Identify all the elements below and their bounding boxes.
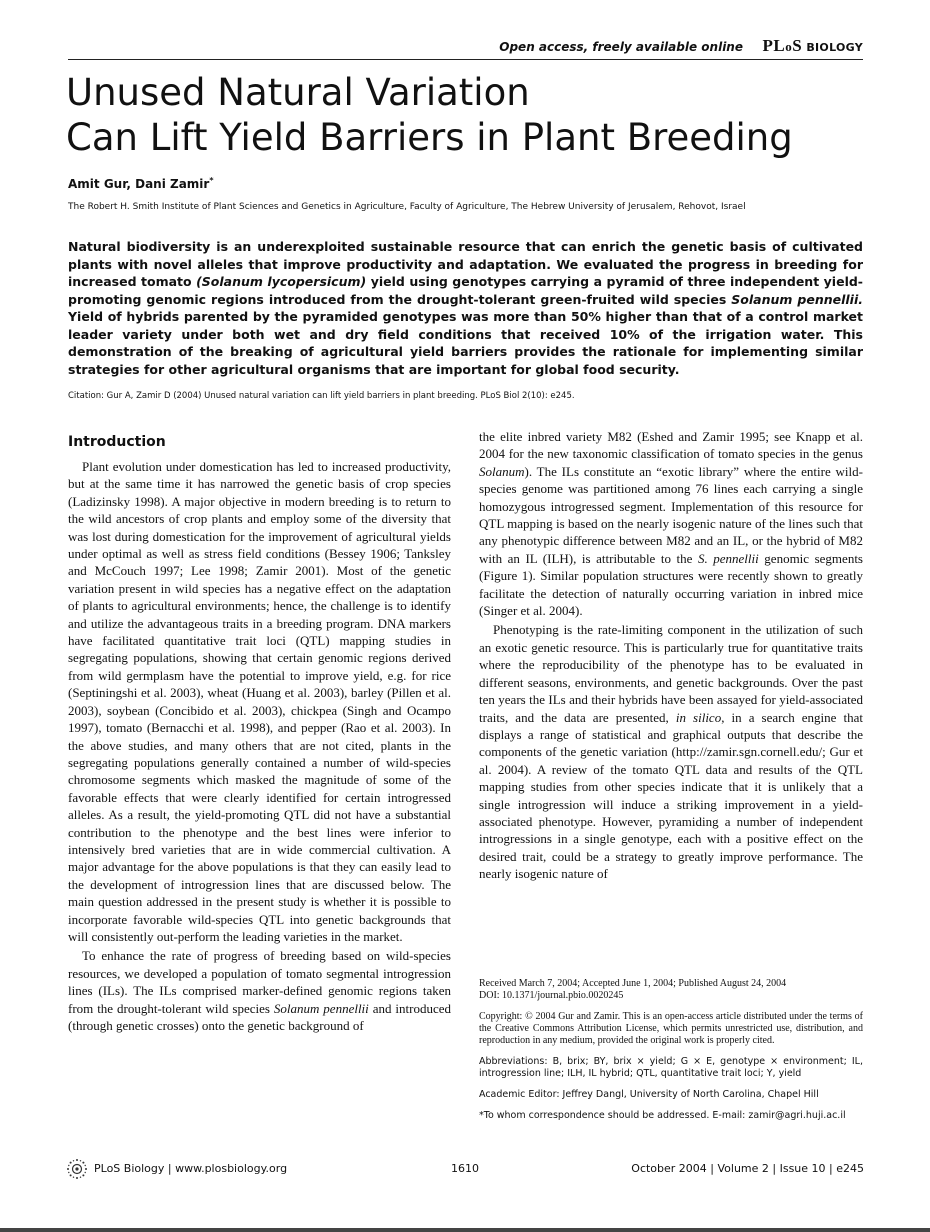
intro-paragraph-3	[479, 621, 863, 882]
plos-logo-icon	[66, 1158, 88, 1180]
academic-editor: Academic Editor: Jeffrey Dangl, University of North Carolina, Chapel Hill	[479, 1089, 819, 1100]
copyright-notice: Copyright: © 2004 Gur and Zamir. This is an open-access article distributed under the terms of the Creative Commons Attribution License, which permits unrestricted use, distribution, and reproduction in any medium, provided the original work is properly cited.	[479, 1011, 863, 1046]
abstract-text-2: yield using genotypes carrying a pyramid of three independent yield-promoting genomic regions introduced from the drought-tolerant green-fruited wild species	[68, 274, 863, 307]
doi: DOI: 10.1371/journal.pbio.0020245	[479, 990, 624, 1001]
right-p1-text-c: genomic segments (Figure 1). Similar population structures were recently shown to greatly facilitate the detection of naturally occurring variation in inbred mice (Singer et al. 2004).	[479, 550, 863, 619]
article-notes	[479, 978, 863, 1131]
logo-o: o	[785, 39, 793, 54]
footer-journal-url: PLoS Biology | www.plosbiology.org	[94, 1162, 288, 1175]
intro-paragraph-1: Plant evolution under domestication has led to increased productivity, but at the same time it has narrowed the genetic basis of crop species (Ladizinsky 1998). A major objective in modern breeding is to return to the wild ancestors of crop plants and employ some of the diversity that was lost during domestication for the improvement of agricultural yields under optimal as well as stress field conditions (Bessey 1906; Tanksley and McCouch 1997; Lee 1998; Zamir 2001). Most of the genetic variation present in wild species has a negative effect on the adaptation of plants to agricultural environments; hence, the challenge is to identify and utilize the advantageous traits in a breeding program. DNA markers have facilitated quantitative trait loci (QTL) mapping studies in segregating populations, showing that certain genomic regions derived from wild germplasm have the potential to improve yield, e.g. for rice (Septiningshi et al. 2003), wheat (Huang et al. 2003), barley (Pillen et al. 2003), soybean (Concibido et al. 2003), chickpea (Singh and Ocampo 1997), tomato (Bernacchi et al. 1998), and pepper (Rao et al. 2003). In the above studies, and many others that are not cited, plants in the segregating populations generally contained a number of wild-species chromosome segments which masked the magnitude of some of the favorable effects that were clearly identified for certain introgressed alleles. As a result, the yield-promoting QTL did not have a substantial contribution to the phenotype and the best lines were inferior to intensively bred varieties that are in wide commercial cultivation. A major advantage for the above populations is that they can easily lead to the development of introgression lines that are discussed below. The main question addressed in the present study is whether it is possible to incorporate favorable wild-species QTL into genetic backgrounds that will consistently out-perform the leading varieties in the market.	[68, 459, 451, 944]
publication-dates	[479, 978, 863, 1002]
journal-logo	[763, 36, 863, 56]
affiliation: The Robert H. Smith Institute of Plant Sciences and Genetics in Agriculture, Faculty of Agriculture, The Hebrew University of Jerusalem, Rehovot, Israel	[68, 202, 746, 212]
logo-biology: BIOLOGY	[802, 41, 863, 54]
logo-pl: PL	[762, 36, 786, 55]
right-p1-text-b: ). The ILs constitute an “exotic library” where the entire wild-species genome was partitioned among 76 lines each carrying a single homozygous introgressed segment. Implementation of this resource for QTL mapping is based on the nearly isogenic nature of the lines such that any phenotypic difference between M82 and an IL, or the hybrid of M82 with an IL (ILH), is attributable to the	[479, 463, 863, 566]
issue-info: October 2004 | Volume 2 | Issue 10 | e245	[631, 1162, 864, 1175]
right-p2-italic: in silico	[675, 709, 722, 725]
title-line-1: Unused Natural Variation	[66, 71, 530, 114]
right-p2-text-b: , in a search engine that displays a range of statistical and graphical outputs that describe the components of the genetic variation (http://zamir.sgn.cornell.edu/; Gur et al. 2004). A review of the tomato QTL data and results of the QTL mapping studies from other species indicate that it is unlikely that a single introgression will induce a striking improvement in a yield-associated phenotype. However, pyramiding a number of independent introgressions in a single genotype, each with a positive effect on the desired trait, could be a strategy to greatly improve performance. The nearly isogenic nature of	[479, 709, 863, 882]
received-dates: Received March 7, 2004; Accepted June 1, 2004; Published August 24, 2004	[479, 978, 787, 989]
abbreviations: Abbreviations: B, brix; BY, brix × yield; G × E, genotype × environment; IL, introgression line; ILH, IL hybrid; QTL, quantitative trait loci; Y, yield	[479, 1056, 863, 1079]
abstract-text-3: Yield of hybrids parented by the pyramided genotypes was more than 50% higher than that of a control market leader variety under both wet and dry field conditions that received 10% of the irrigation water. This demonstration of the breaking of agricultural yield barriers provides the rationale for implementing similar strategies for other agricultural organisms that are important for global food security.	[68, 309, 863, 377]
intro-p2-italic: Solanum pennellii	[273, 1000, 369, 1016]
intro-p2-text-b: and introduced (through genetic crosses) onto the genetic background of	[68, 1000, 451, 1033]
intro-paragraph-2	[68, 947, 451, 1034]
abstract-italic-1: (Solanum lycopersicum)	[196, 274, 367, 289]
right-p2-text-a: Phenotyping is the rate-limiting component in the utilization of such an exotic genetic resource. This is particularly true for quantitative traits where the reproducibility of the phenotype has to be evaluated in different seasons, environments, and genetic backgrounds. Over the past ten years the ILs and their hybrids have been assayed for yield-associated traits, and the data are presented,	[479, 622, 863, 725]
logo-s: S	[792, 36, 803, 55]
running-header	[68, 38, 863, 60]
author-list	[68, 176, 214, 191]
abstract-text-1: Natural biodiversity is an underexploited sustainable resource that can enrich the genetic basis of cultivated plants with novel alleles that improve productivity and adaptation. We evaluated the progress in breeding for increased tomato	[68, 239, 863, 289]
abstract	[68, 238, 863, 378]
section-heading-introduction: Introduction	[68, 434, 166, 450]
right-column	[479, 428, 863, 883]
header-rule	[68, 59, 863, 60]
intro-paragraph-2-continued	[479, 428, 863, 619]
title-line-2: Can Lift Yield Barriers in Plant Breeding	[66, 116, 793, 159]
author-names: Amit Gur, Dani Zamir	[68, 177, 210, 191]
intro-p2-text-a: To enhance the rate of progress of breeding based on wild-species resources, we developed a population of tomato segmental introgression lines (ILs). The ILs comprised marker-defined genomic regions taken from the drought-tolerant wild species	[68, 948, 451, 1016]
page-number: 1610	[451, 1162, 479, 1175]
right-p1-italic-1: Solanum	[479, 463, 525, 479]
right-p1-italic-2: S. pennellii	[697, 550, 759, 566]
article-title	[66, 70, 866, 160]
citation: Citation: Gur A, Zamir D (2004) Unused natural variation can lift yield barriers in plant breeding. PLoS Biol 2(10): e245.	[68, 391, 575, 401]
open-access-tagline: Open access, freely available online	[499, 40, 743, 54]
right-p1-text-a: the elite inbred variety M82 (Eshed and Zamir 1995; see Knapp et al. 2004 for the new taxonomic classification of tomato species in the genus	[479, 429, 863, 462]
corresponding-author-mark: *	[209, 176, 214, 185]
abstract-italic-2: Solanum pennellii.	[731, 291, 863, 307]
page-footer	[66, 1158, 864, 1180]
correspondence: *To whom correspondence should be addressed. E-mail: zamir@agri.huji.ac.il	[479, 1110, 846, 1121]
viewer-bottom-edge	[0, 1228, 930, 1232]
left-column	[68, 434, 451, 1034]
